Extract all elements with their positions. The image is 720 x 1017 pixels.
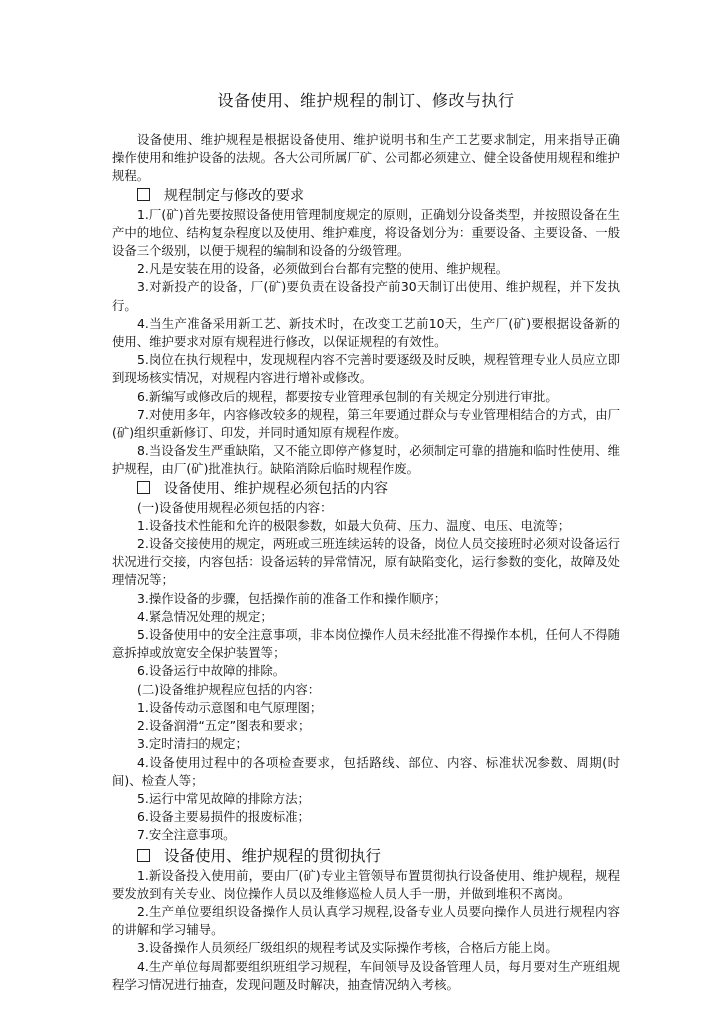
list-item: 1.新设备投入使用前，要由厂(矿)专业主管领导布置贯彻执行设备使用、维护规程，规程要发放到有关专业、岗位操作人员以及维修巡检人员人手一册，并做到堆积不离岗。: [112, 867, 620, 901]
list-item: 8.当设备发生严重缺陷，又不能立即停产修复时，必须制定可靠的措施和临时性使用、维护规程，由厂(矿)批准执行。缺陷消除后临时规程作废。: [112, 443, 620, 477]
list-item: 4.设备使用过程中的各项检查要求，包括路线、部位、内容、标准状况参数、周期(时间)、检查人等；: [112, 754, 620, 788]
list-item: 4.生产单位每周都要组织班组学习规程，车间领导及设备管理人员，每月要对生产班组规程学习情况进行抽查，发现问题及时解决，抽查情况纳入考核。: [112, 958, 620, 992]
list-item: 5.岗位在执行规程中，发现规程内容不完善时要逐级及时反映，规程管理专业人员应立即到现场核实情况，对规程内容进行增补或修改。: [112, 352, 620, 386]
section-heading-2: [112, 480, 620, 499]
list-item: 5.设备使用中的安全注意事项，非本岗位操作人员未经批准不得操作本机，任何人不得随意拆掉或放宽安全保护装置等；: [112, 627, 620, 661]
list-item: 7.安全注意事项。: [137, 827, 236, 843]
list-item: 6.设备主要易损件的报废标准；: [137, 809, 310, 825]
list-item: 6.设备运行中故障的排除。: [137, 663, 286, 679]
list-item: 3.对新投产的设备，厂(矿)要负责在设备投产前30天制订出使用、维护规程，并下发执行。: [112, 279, 620, 313]
list-item: 2.生产单位要组织设备操作人员认真学习规程,设备专业人员要向操作人员进行规程内容的讲解和学习辅导。: [112, 903, 620, 938]
section-heading-text: 设备使用、维护规程必须包括的内容: [164, 480, 388, 497]
list-item: 2.设备交接使用的规定，两班或三班连续运转的设备，岗位人员交接班时必须对设备运行状况进行交接，内容包括：设备运转的异常情况，原有缺陷变化，运行参数的变化，故障及处理情况等；: [112, 536, 621, 588]
list-item: 5.运行中常见故障的排除方法；: [137, 790, 310, 806]
section-heading-text: 规程制定与修改的要求: [164, 187, 304, 204]
list-item: 4.紧急情况处理的规定；: [137, 608, 273, 624]
section-heading-text: 设备使用、维护规程的贯彻执行: [164, 846, 382, 865]
checkbox-square-icon: [137, 188, 150, 201]
list-item: 2.凡是安装在用的设备，必须做到台台都有完整的使用、维护规程。: [137, 261, 509, 277]
list-item: 6.新编写或修改后的规程，都要按专业管理承包制的有关规定分别进行审批。: [137, 388, 558, 404]
subsection-label: (二)设备维护规程应包括的内容：: [137, 681, 321, 697]
list-item: 3.操作设备的步骤，包括操作前的准备工作和操作顺序；: [137, 590, 447, 606]
list-item: 2.设备润滑“五定”图表和要求；: [137, 718, 311, 734]
list-item: 4.当生产准备采用新工艺、新技术时，在改变工艺前10天，生产厂(矿)要根据设备新的使用、维护要求对原有规程进行修改，以保证规程的有效性。: [112, 315, 620, 350]
checkbox-square-icon: [137, 849, 150, 862]
section-heading-3: [112, 846, 620, 867]
list-item: 1.厂(矿)首先要按照设备使用管理制度规定的原则，正确划分设备类型，并按照设备在生产中的地位、结构复杂程度以及使用、维护难度，将设备划分为：重要设备、主要设备、一般设备三个级别，以便于规程的编制和设备的分级管理。: [112, 206, 621, 259]
document-title: 设备使用、维护规程的制订、修改与执行: [217, 91, 515, 110]
list-item: 3.定时清扫的规定；: [137, 736, 248, 752]
subsection-label: (一)设备使用规程必须包括的内容：: [137, 499, 333, 515]
section-heading-1: [112, 187, 620, 206]
checkbox-square-icon: [137, 481, 150, 494]
list-item: 3.设备操作人员须经厂级组织的规程考试及实际操作考核，合格后方能上岗。: [137, 940, 558, 956]
list-item: 7.对使用多年，内容修改较多的规程，第三年要通过群众与专业管理相结合的方式，由厂(矿)组织重新修订、印发，并同时通知原有规程作废。: [112, 406, 620, 441]
list-item: 1.设备传动示意图和电气原理图；: [137, 699, 323, 715]
list-item: 1.设备技术性能和允许的极限参数，如最大负荷、压力、温度、电压、电流等；: [137, 517, 571, 533]
intro-paragraph: 设备使用、维护规程是根据设备使用、维护说明书和生产工艺要求制定，用来指导正确操作使用和维护设备的法规。各大公司所属厂矿、公司都必须建立、健全设备使用规程和维护规程。: [112, 132, 621, 184]
